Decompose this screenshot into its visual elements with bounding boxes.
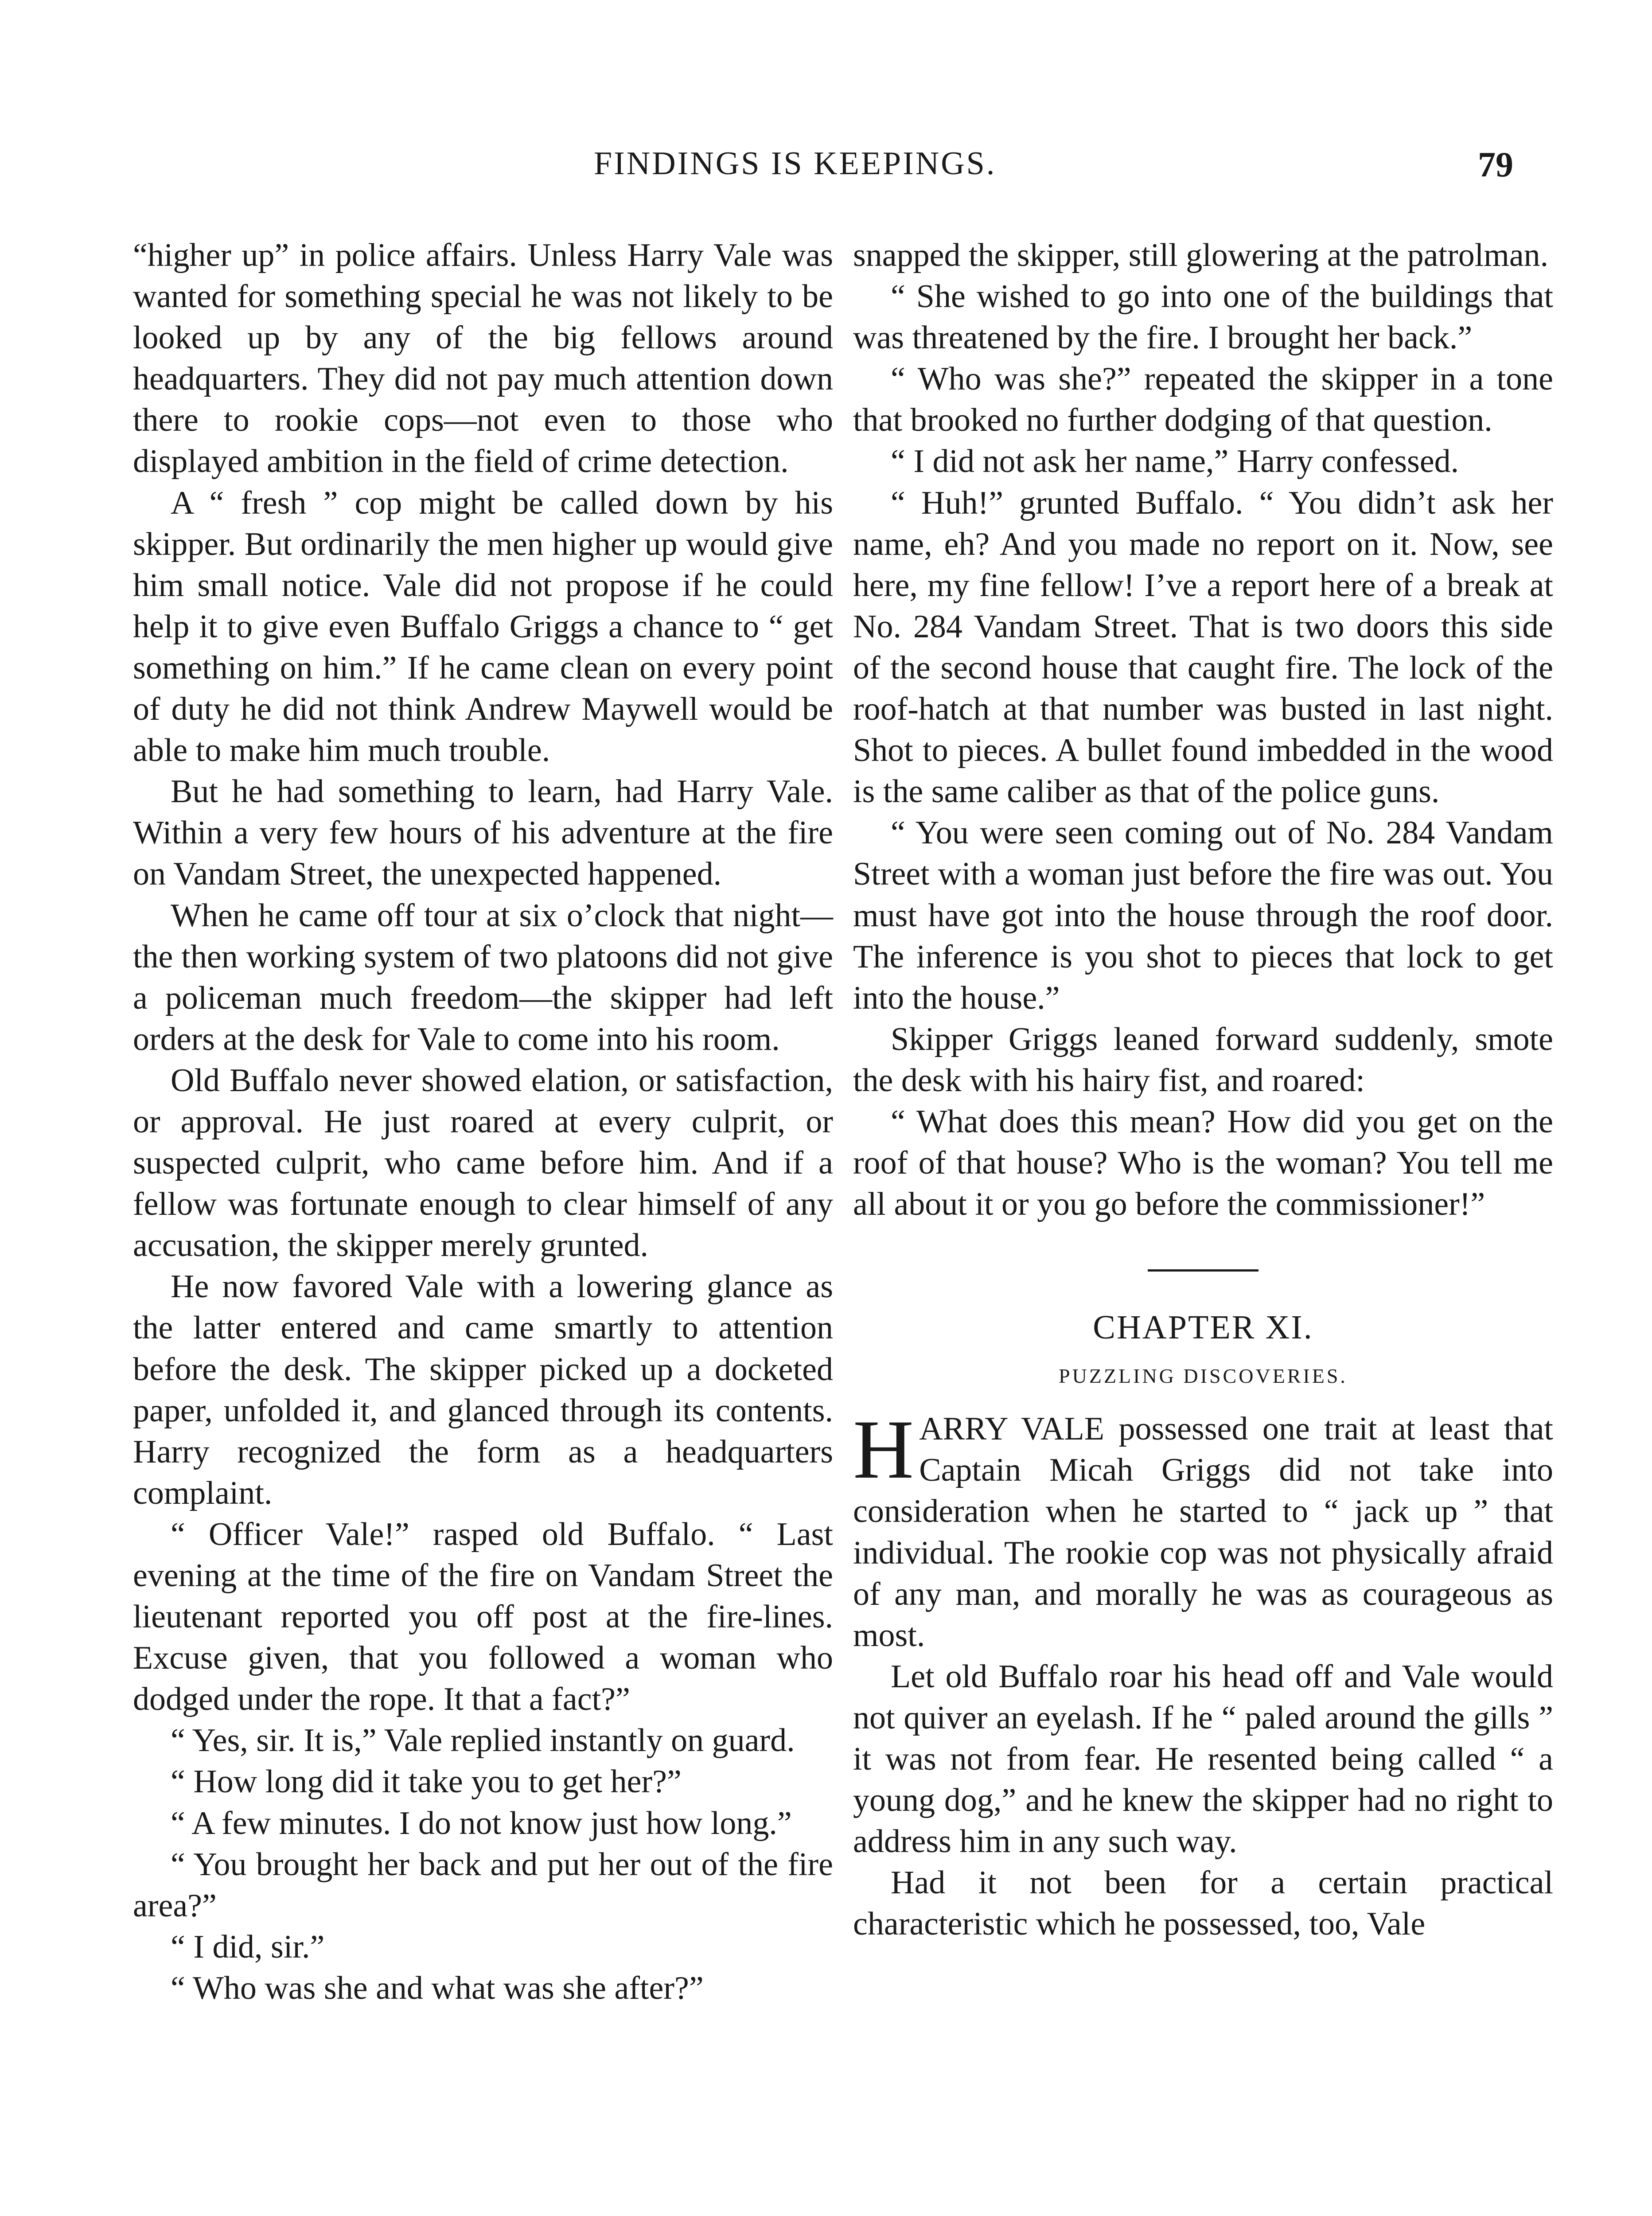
page-number: 79: [1478, 145, 1513, 184]
section-divider: [1148, 1269, 1258, 1272]
paragraph: “ Yes, sir. It is,” Vale replied instantly on guard.: [171, 1722, 795, 1759]
paragraph: “ A few minutes. I do not know just how long.”: [171, 1805, 792, 1841]
paragraph: snapped the skipper, still glowering at the patrolman.: [853, 237, 1549, 273]
paragraph: “ Who was she?” repeated the skipper in a tone that brooked no further dodging of that question.: [853, 361, 1553, 439]
chapter-heading: CHAPTER XI.: [1093, 1309, 1313, 1346]
left-column: [133, 235, 833, 2009]
drop-cap: H: [853, 1403, 914, 1497]
paragraph: “ She wished to go into one of the buildings that was threatened by the fire. I brought her back.”: [853, 278, 1553, 356]
paragraph: “ I did, sir.”: [171, 1928, 325, 1965]
chapter-subtitle: PUZZLING DISCOVERIES.: [1059, 1365, 1348, 1388]
paragraph: He now favored Vale with a lowering glance as the latter entered and came smartly to attention before the desk. The skipper picked up a docketed paper, unfolded it, and glanced through its contents. Harry recognized the form as a headquarters complaint.: [133, 1268, 833, 1511]
running-head-title: FINDINGS IS KEEPINGS.: [594, 145, 997, 182]
paragraph: Let old Buffalo roar his head off and Vale would not quiver an eyelash. If he “ paled around the gills ” it was not from fear. He resented being called “ a young dog,” and he knew the skipper had no right to address him in any such way.: [853, 1658, 1553, 1860]
paragraph: Skipper Griggs leaned forward suddenly, smote the desk with his hairy fist, and roared:: [853, 1021, 1553, 1099]
paragraph: “ Huh!” grunted Buffalo. “ You didn’t ask her name, eh? And you made no report on it. Now, see here, my fine fellow! I’ve a report here of a break at No. 284 Vandam Street. That is two doors this side of the second house that caught fire. The lock of the roof-hatch at that number was busted in last night. Shot to pieces. A bullet found imbedded in the wood is the same caliber as that of the police guns.: [853, 484, 1553, 810]
paragraph: Old Buffalo never showed elation, or satisfaction, or approval. He just roared at every culprit, or suspected culprit, who came before him. And if a fellow was fortunate enough to clear himself of any accusation, the skipper merely grunted.: [133, 1062, 833, 1264]
chapter-opening-text: ARRY VALE possessed one trait at least that Captain Micah Griggs did not take into consideration when he started to “ jack up ” that individual. The rookie cop was not physically afraid of any man, and morally he was as courageous as most.: [853, 1411, 1553, 1654]
paragraph: “ How long did it take you to get her?”: [171, 1763, 682, 1800]
chapter-opening-paragraph: [853, 1403, 1553, 1656]
paragraph: “ You were seen coming out of No. 284 Vandam Street with a woman just before the fire was out. You must have got into the house through the roof door. The inference is you shot to pieces that lock to get into the house.”: [853, 815, 1553, 1016]
paragraph: But he had something to learn, had Harry Vale. Within a very few hours of his adventure at the fire on Vandam Street, the unexpected happened.: [133, 773, 833, 893]
paragraph: “ Who was she and what was she after?”: [171, 1970, 704, 2006]
right-column: [853, 235, 1553, 1945]
paragraph: “ What does this mean? How did you get on the roof of that house? Who is the woman? You tell me all about it or you go before the commissioner!”: [853, 1103, 1553, 1223]
paragraph: When he came off tour at six o’clock that night—the then working system of two platoons did not give a policeman much freedom—the skipper had left orders at the desk for Vale to come into his room.: [133, 897, 833, 1057]
paragraph: A “ fresh ” cop might be called down by his skipper. But ordinarily the men higher up would give him small notice. Vale did not propose if he could help it to give even Buffalo Griggs a chance to “ get something on him.” If he came clean on every point of duty he did not think Andrew Maywell would be able to make him much trouble.: [133, 484, 833, 769]
paragraph: “ You brought her back and put her out of the fire area?”: [133, 1846, 833, 1924]
paragraph: “ Officer Vale!” rasped old Buffalo. “ Last evening at the time of the fire on Vandam Street the lieutenant reported you off post at the fire-lines. Excuse given, that you followed a woman who dodged under the rope. It that a fact?”: [133, 1516, 833, 1718]
paragraph: Had it not been for a certain practical characteristic which he possessed, too, Vale: [853, 1865, 1553, 1943]
paragraph: “ I did not ask her name,” Harry confessed.: [891, 443, 1459, 480]
paragraph: “higher up” in police affairs. Unless Harry Vale was wanted for something special he was not likely to be looked up by any of the big fellows around headquarters. They did not pay much attention down there to rookie cops—not even to those who displayed ambition in the field of crime detection.: [133, 237, 833, 480]
